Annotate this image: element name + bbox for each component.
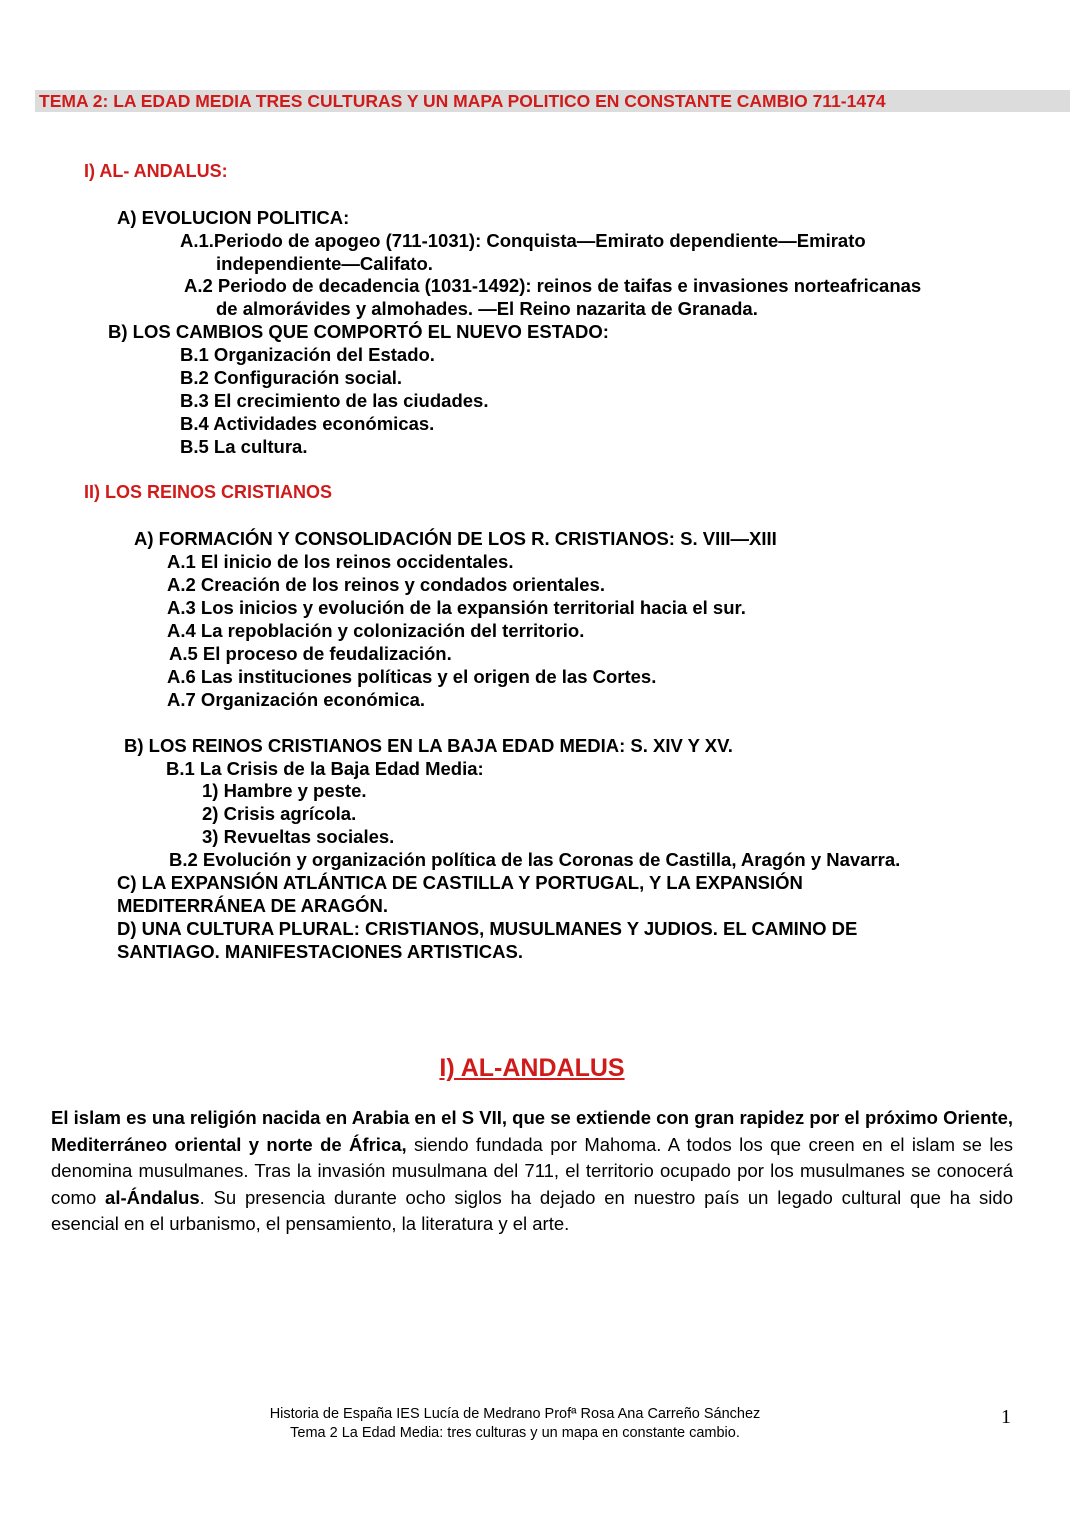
s2-a-item: A.4 La repoblación y colonización del territorio.: [167, 620, 585, 641]
title-bar: [35, 90, 1070, 112]
s2-c-line2: MEDITERRÁNEA DE ARAGÓN.: [117, 895, 388, 916]
s2-b2: B.2 Evolución y organización política de las Coronas de Castilla, Aragón y Navarra.: [169, 849, 901, 870]
s1-a2-line2: de almorávides y almohades. —El Reino nazarita de Granada.: [216, 298, 758, 319]
s2-c-line1: C) LA EXPANSIÓN ATLÁNTICA DE CASTILLA Y PORTUGAL, Y LA EXPANSIÓN: [117, 872, 803, 893]
intro-paragraph: [51, 1105, 1013, 1238]
s1-b-item: B.2 Configuración social.: [180, 367, 403, 388]
s1-b-item: B.1 Organización del Estado.: [180, 344, 435, 365]
footer-line-1: Historia de España IES Lucía de Medrano Profª Rosa Ana Carreño Sánchez: [269, 1406, 761, 1422]
s2-d-line2: SANTIAGO. MANIFESTACIONES ARTISTICAS.: [117, 941, 523, 962]
s2-a-item: A.5 El proceso de feudalización.: [169, 643, 452, 664]
s2-b1-item: 1) Hambre y peste.: [202, 780, 367, 801]
s2-a-item: A.1 El inicio de los reinos occidentales.: [167, 551, 514, 572]
s2-a-heading: A) FORMACIÓN Y CONSOLIDACIÓN DE LOS R. CRISTIANOS: S. VIII—XIII: [134, 528, 777, 549]
s2-b-heading: B) LOS REINOS CRISTIANOS EN LA BAJA EDAD MEDIA: S. XIV Y XV.: [124, 735, 733, 756]
s1-b-item: B.5 La cultura.: [180, 436, 308, 457]
s1-b-heading: B) LOS CAMBIOS QUE COMPORTÓ EL NUEVO ESTADO:: [108, 321, 609, 342]
main-heading: I) AL-ANDALUS: [439, 1054, 625, 1082]
section-2-heading: II) LOS REINOS CRISTIANOS: [84, 482, 333, 502]
s2-d-line1: D) UNA CULTURA PLURAL: CRISTIANOS, MUSULMANES Y JUDIOS. EL CAMINO DE: [117, 918, 858, 939]
intro-bold-2: al-Ándalus: [105, 1186, 200, 1208]
s1-a1-line1: A.1.Periodo de apogeo (711-1031): Conquista—Emirato dependiente—Emirato: [180, 230, 866, 251]
s1-a1-line2: independiente—Califato.: [216, 253, 433, 274]
s1-b-item: B.3 El crecimiento de las ciudades.: [180, 390, 489, 411]
s2-b1-item: 3) Revueltas sociales.: [202, 826, 395, 847]
s1-a-heading: A) EVOLUCION POLITICA:: [117, 207, 350, 228]
s2-a-item: A.2 Creación de los reinos y condados orientales.: [167, 574, 605, 595]
document-title: TEMA 2: LA EDAD MEDIA TRES CULTURAS Y UN MAPA POLITICO EN CONSTANTE CAMBIO 711-1474: [39, 91, 886, 111]
s1-b-item: B.4 Actividades económicas.: [180, 413, 435, 434]
s2-a-item: A.3 Los inicios y evolución de la expansión territorial hacia el sur.: [167, 597, 746, 618]
intro-text-2: . Su presencia durante ocho siglos ha dejado en nuestro país un legado cultural que ha sido esencial en el urbanismo, el pensamiento, la literatura y el arte.: [51, 1186, 1013, 1234]
footer-line-2: Tema 2 La Edad Media: tres culturas y un mapa en constante cambio.: [290, 1425, 740, 1441]
intro-text-1: siendo fundada por Mahoma. A todos los que creen en el islam se les denomina musulmanes. Tras la invasión musulmana del 711, el territorio ocupado por los musulmanes se conocerá como: [51, 1133, 1013, 1208]
s2-a-item: A.7 Organización económica.: [167, 689, 426, 710]
s2-b1-item: 2) Crisis agrícola.: [202, 803, 357, 824]
intro-bold-1: El islam es una religión nacida en Arabia en el S VII, que se extiende con gran rapidez por el próximo Oriente, Mediterráneo oriental y norte de África,: [51, 1107, 1013, 1155]
section-1-heading: I) AL- ANDALUS:: [84, 161, 228, 181]
s2-b1: B.1 La Crisis de la Baja Edad Media:: [166, 758, 484, 779]
page-number: 1: [1001, 1406, 1011, 1428]
s1-a2-line1: A.2 Periodo de decadencia (1031-1492): reinos de taifas e invasiones norteafricanas: [184, 275, 922, 296]
s2-a-item: A.6 Las instituciones políticas y el origen de las Cortes.: [167, 666, 657, 687]
